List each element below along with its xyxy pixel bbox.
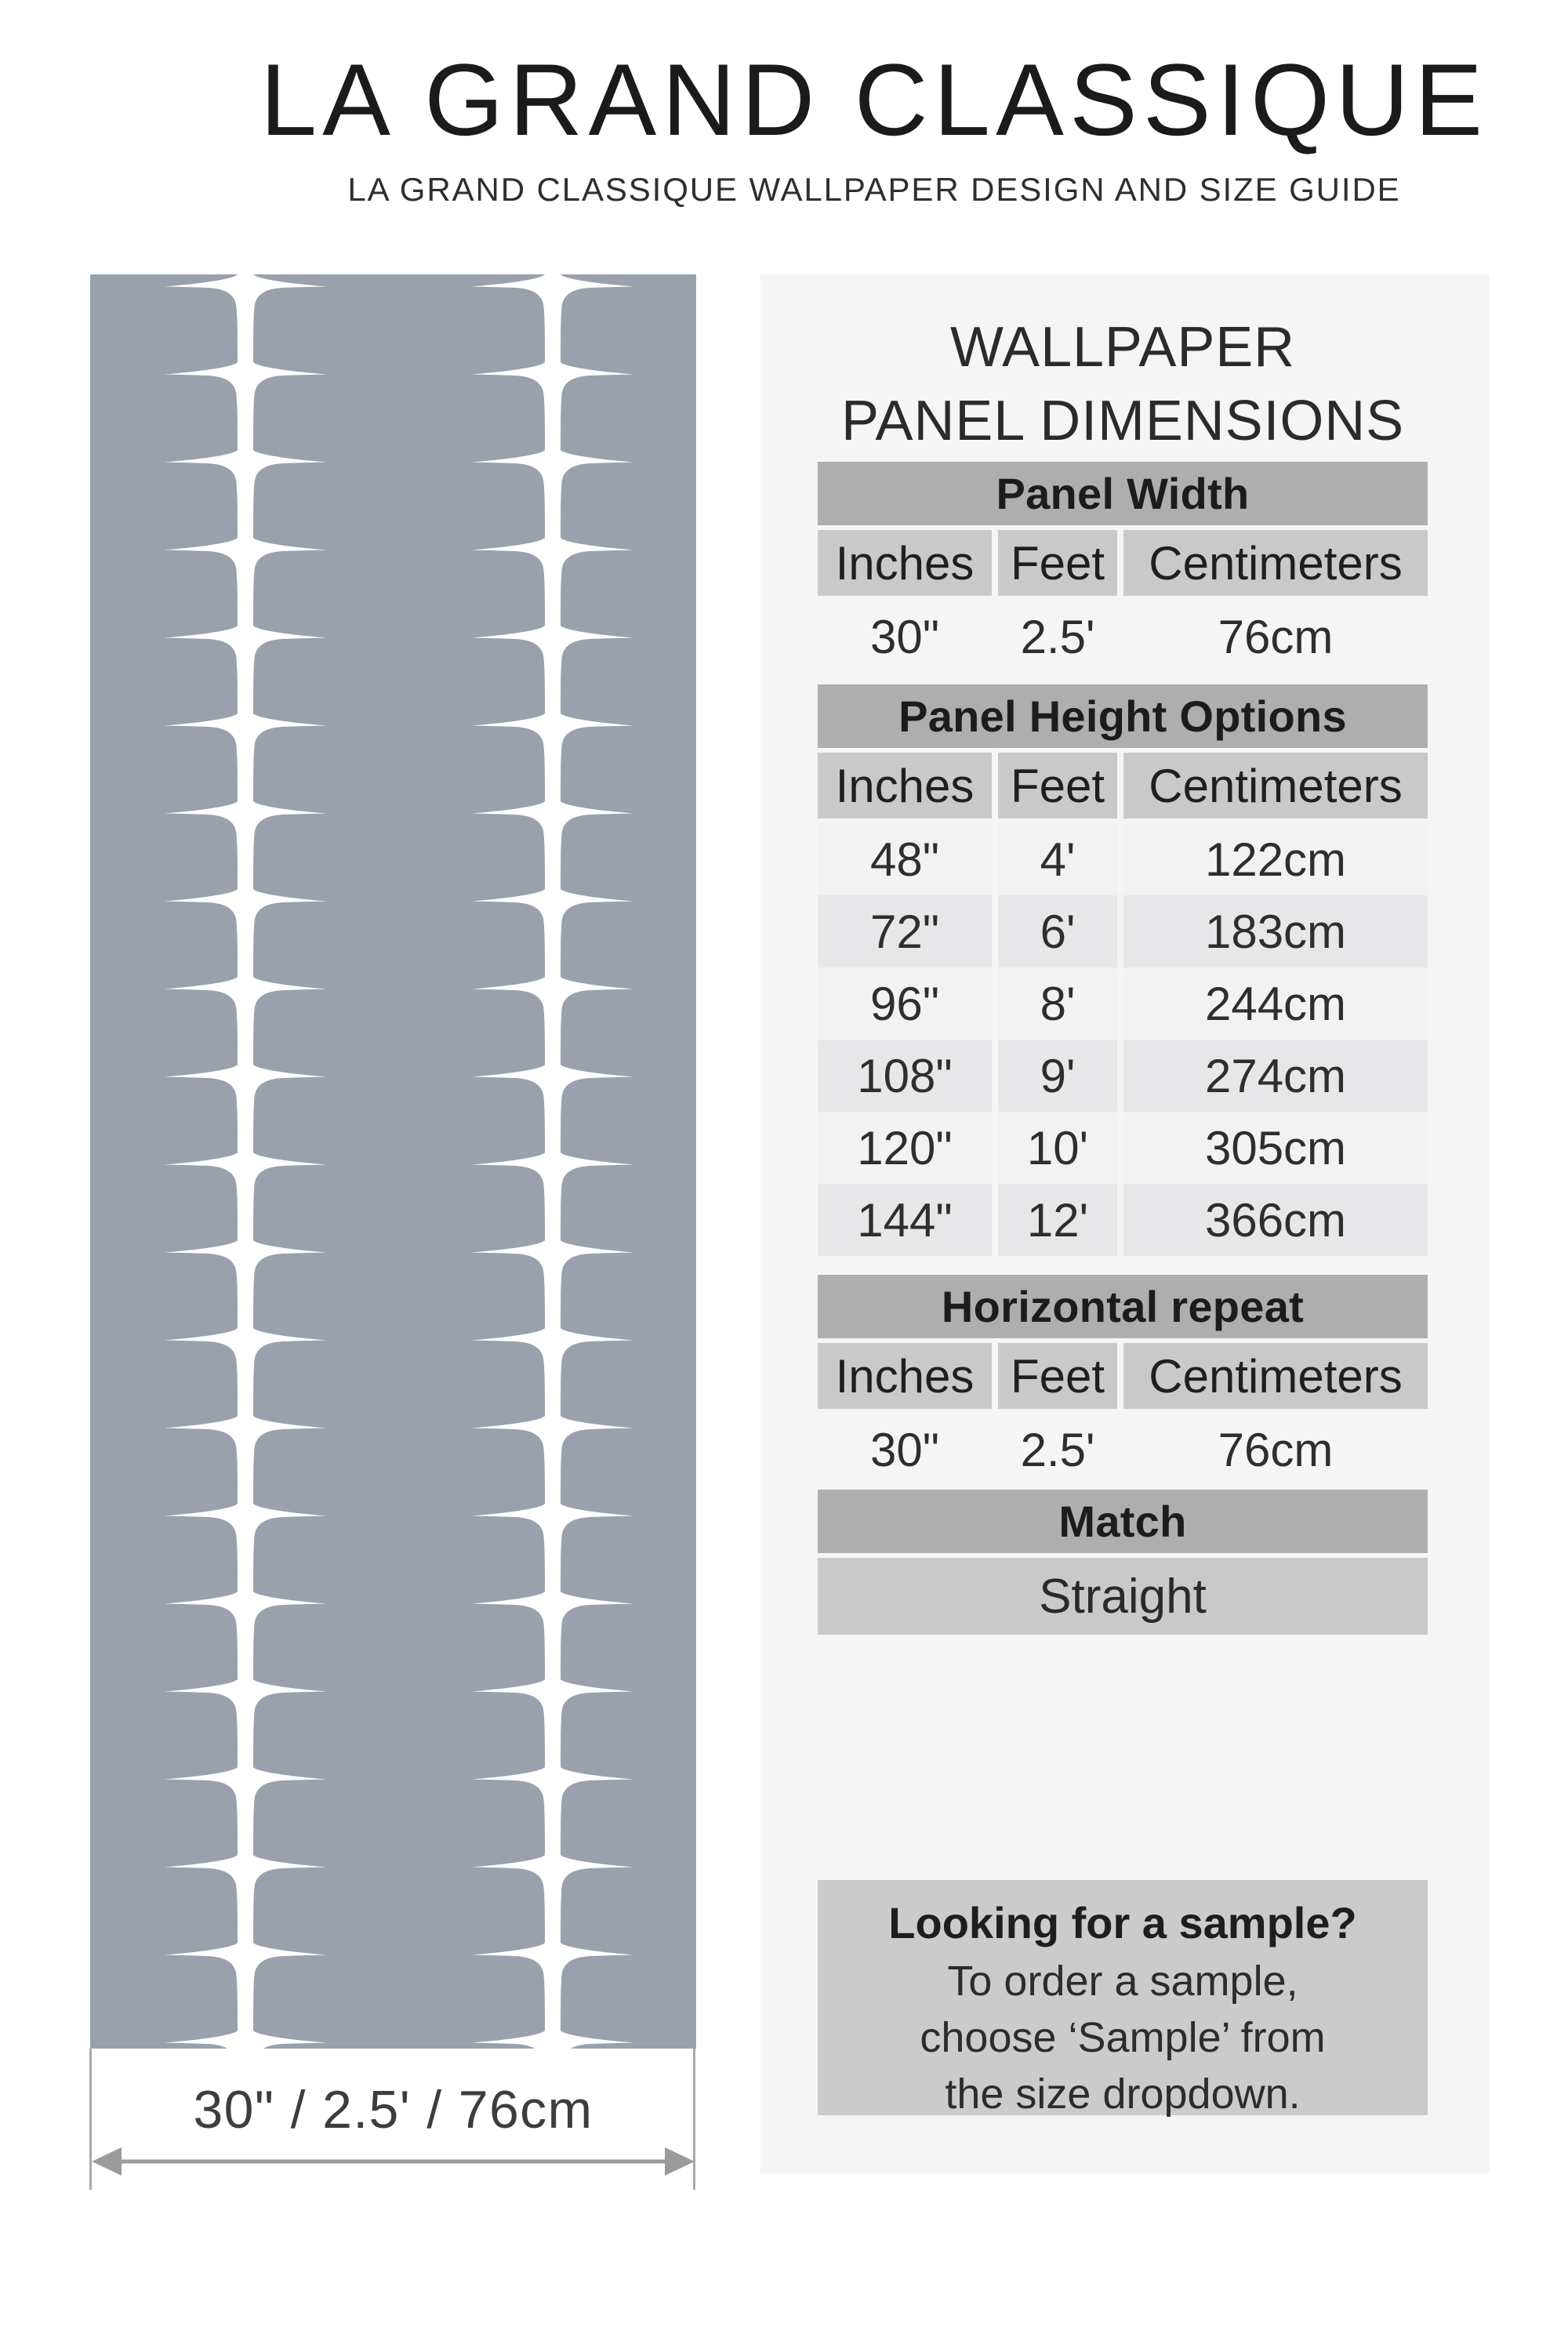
height-centimeters: 122cm xyxy=(1123,823,1428,895)
panel-width-inches: 30" xyxy=(869,610,940,663)
height-inches: 144" xyxy=(818,1184,992,1256)
column-header-centimeters: Centimeters xyxy=(1123,1343,1428,1409)
column-header-inches: Inches xyxy=(818,530,992,596)
height-feet: 8' xyxy=(998,967,1117,1040)
page-subtitle: LA GRAND CLASSIQUE WALLPAPER DESIGN AND SIZE GUIDE xyxy=(347,171,1401,208)
repeat-inches: 30" xyxy=(869,1423,940,1476)
section-title-panel-width: Panel Width xyxy=(818,462,1428,525)
height-centimeters: 244cm xyxy=(1123,967,1428,1040)
panel-width-value-row xyxy=(818,601,1428,673)
column-header-feet: Feet xyxy=(998,1343,1117,1409)
height-feet: 9' xyxy=(998,1040,1117,1112)
horizontal-repeat-column-headers xyxy=(818,1343,1428,1409)
match-value: Straight xyxy=(818,1558,1428,1635)
sample-box-body: To order a sample, choose ‘Sample’ from the size dropdown. xyxy=(920,1958,1326,2118)
sample-box-title: Looking for a sample? xyxy=(888,1898,1357,1947)
double-headed-arrow-icon xyxy=(90,2143,696,2180)
height-feet: 4' xyxy=(998,823,1117,895)
height-inches: 96" xyxy=(818,967,992,1040)
width-arrow xyxy=(90,2143,696,2180)
wallpaper-pattern-graphic xyxy=(90,274,696,2049)
panel-height-row-144 xyxy=(818,1184,1428,1256)
wallpaper-preview-panel xyxy=(90,274,696,2049)
dimensions-heading-line2: PANEL DIMENSIONS xyxy=(841,390,1404,452)
dimensions-heading xyxy=(818,310,1428,458)
height-centimeters: 305cm xyxy=(1123,1112,1428,1184)
column-header-centimeters: Centimeters xyxy=(1123,753,1428,818)
height-inches: 108" xyxy=(818,1040,992,1112)
height-feet: 12' xyxy=(998,1184,1117,1256)
column-header-inches: Inches xyxy=(818,1343,992,1409)
height-feet: 6' xyxy=(998,895,1117,967)
height-centimeters: 366cm xyxy=(1123,1184,1428,1256)
height-centimeters: 274cm xyxy=(1123,1040,1428,1112)
section-title-match: Match xyxy=(818,1490,1428,1553)
height-inches: 72" xyxy=(818,895,992,967)
panel-height-row-72 xyxy=(818,895,1428,967)
section-title-horizontal-repeat: Horizontal repeat xyxy=(818,1275,1428,1338)
panel-height-row-108 xyxy=(818,1040,1428,1112)
panel-width-dimension-label: 30" / 2.5' / 76cm xyxy=(193,2080,593,2140)
sample-info-box xyxy=(818,1880,1428,2118)
height-feet: 10' xyxy=(998,1112,1117,1184)
column-header-feet: Feet xyxy=(998,753,1117,818)
panel-width-feet: 2.5' xyxy=(1020,610,1095,663)
horizontal-repeat-value-row xyxy=(818,1414,1428,1486)
section-title-panel-height-options: Panel Height Options xyxy=(818,684,1428,748)
column-header-inches: Inches xyxy=(818,753,992,818)
panel-height-column-headers xyxy=(818,753,1428,818)
height-inches: 48" xyxy=(818,823,992,895)
repeat-feet: 2.5' xyxy=(1020,1423,1095,1476)
panel-width-column-headers xyxy=(818,530,1428,596)
brand-title: LA GRAND CLASSIQUE xyxy=(260,42,1489,157)
height-centimeters: 183cm xyxy=(1123,895,1428,967)
height-inches: 120" xyxy=(818,1112,992,1184)
column-header-feet: Feet xyxy=(998,530,1117,596)
panel-width-centimeters: 76cm xyxy=(1218,610,1334,663)
dimensions-heading-line1: WALLPAPER xyxy=(950,316,1295,379)
repeat-centimeters: 76cm xyxy=(1218,1423,1334,1476)
panel-height-row-48 xyxy=(818,823,1428,895)
column-header-centimeters: Centimeters xyxy=(1123,530,1428,596)
panel-height-row-120 xyxy=(818,1112,1428,1184)
panel-height-row-96 xyxy=(818,967,1428,1040)
